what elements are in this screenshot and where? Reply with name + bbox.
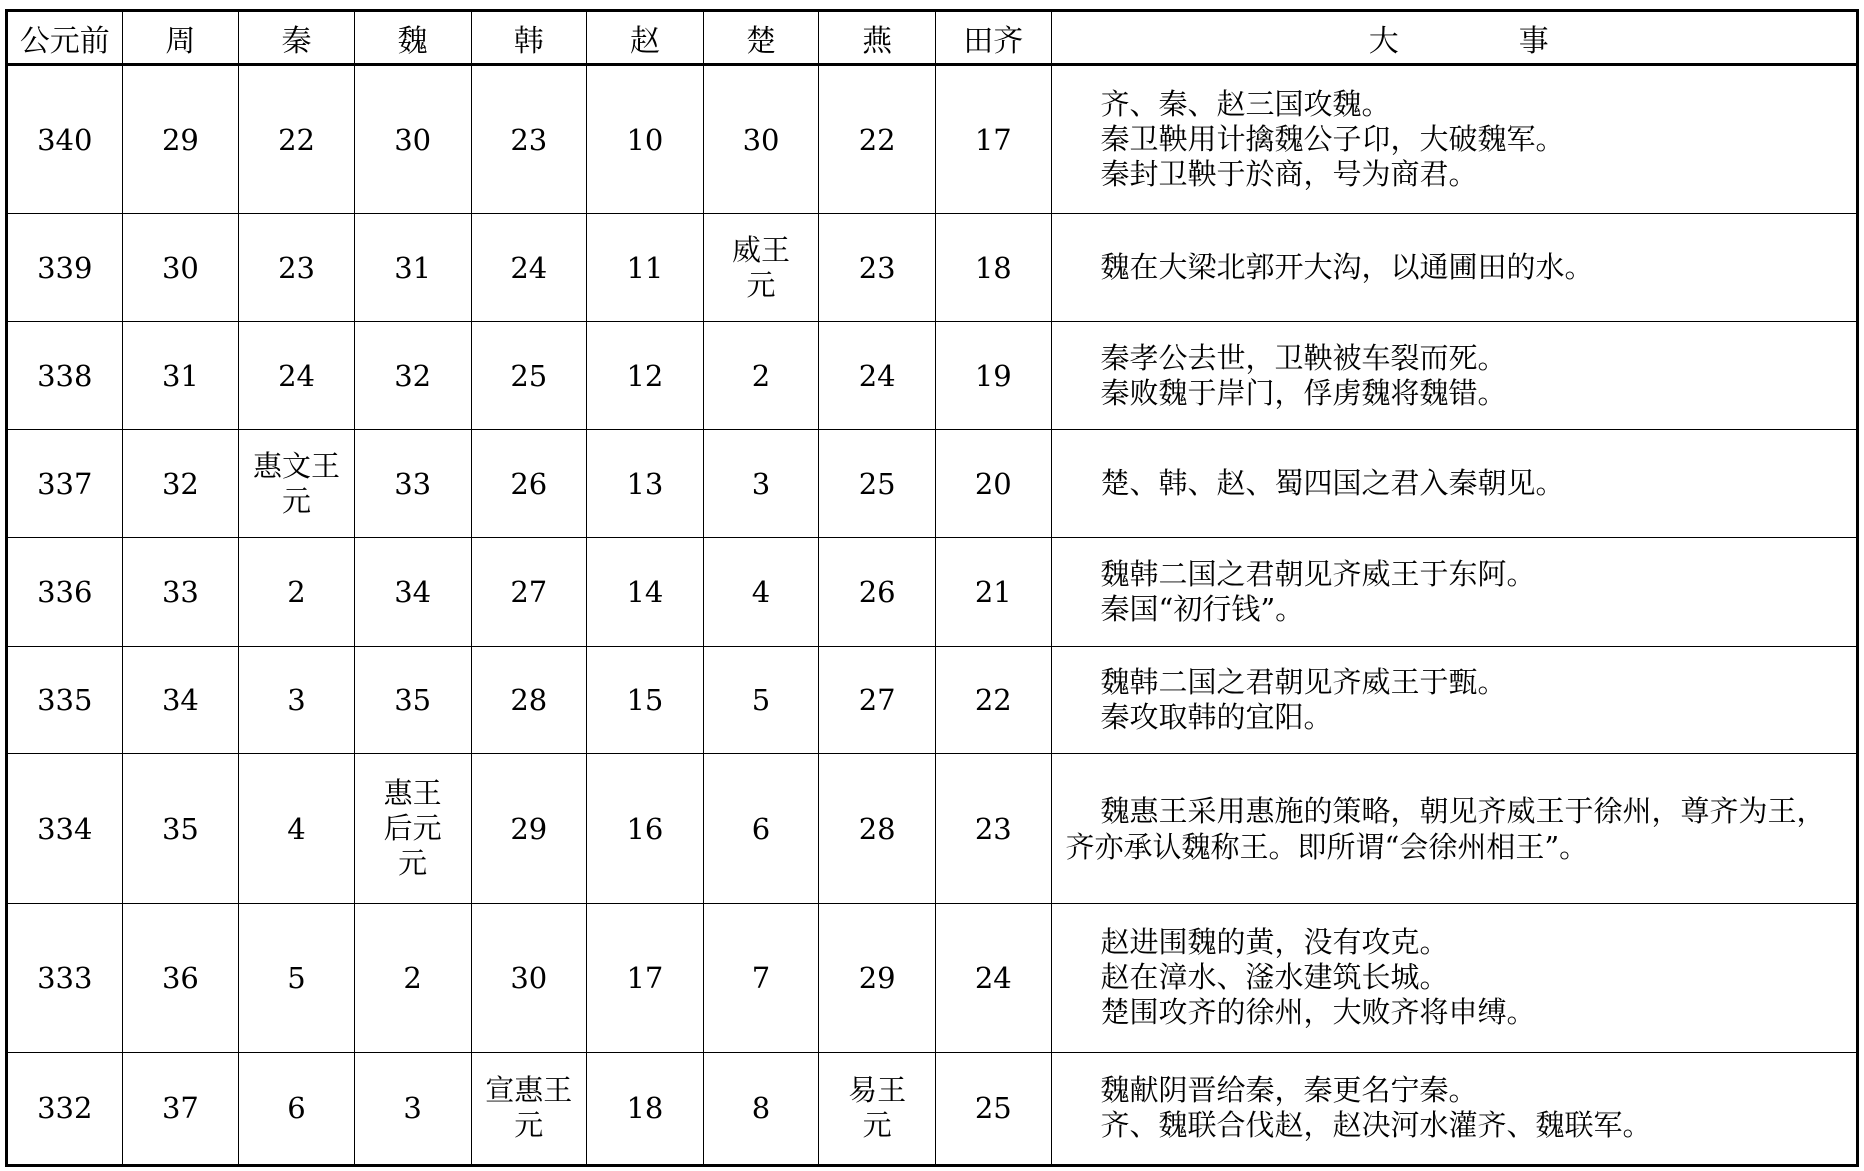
- cell-qin-value: 5: [287, 960, 306, 995]
- event-line: 齐、秦、赵三国攻魏。: [1100, 87, 1391, 122]
- cell-han: [471, 1052, 587, 1166]
- cell-tianqi: [936, 65, 1052, 214]
- header-yan: 燕: [819, 11, 936, 65]
- cell-year: [7, 904, 123, 1052]
- table-row: [7, 321, 1858, 430]
- cell-zhou-value: 34: [161, 682, 199, 717]
- table-row: [7, 753, 1858, 903]
- event-line: 秦封卫鞅于於商，号为商君。: [1100, 157, 1478, 192]
- cell-han: [471, 537, 587, 646]
- cell-zhao-value: 15: [626, 682, 664, 717]
- cell-chu: [703, 904, 819, 1052]
- event-line: 楚、韩、赵、蜀四国之君入秦朝见。: [1100, 466, 1565, 501]
- cell-events: [1051, 430, 1857, 537]
- cell-tianqi: [936, 214, 1052, 321]
- table-row: [7, 430, 1858, 537]
- cell-zhao-value: 14: [626, 574, 664, 609]
- cell-tianqi-value: 22: [974, 682, 1012, 717]
- cell-events: [1051, 904, 1857, 1052]
- cell-year-value: 336: [37, 574, 93, 609]
- event-line: 魏在大梁北郭开大沟，以通圃田的水。: [1100, 250, 1594, 284]
- cell-zhao: [587, 537, 704, 646]
- cell-yan: [819, 65, 936, 214]
- event-line: 赵在漳水、滏水建筑长城。: [1100, 960, 1449, 995]
- cell-wei: [354, 1052, 471, 1166]
- cell-han-value: 28: [510, 682, 548, 717]
- cell-zhao-value: 18: [626, 1091, 664, 1126]
- cell-wei-line: 元: [398, 846, 428, 881]
- table-row: [7, 537, 1858, 646]
- cell-tianqi: [936, 321, 1052, 430]
- cell-qin-value: 2: [287, 574, 306, 609]
- cell-year: [7, 537, 123, 646]
- cell-han-value: 24: [510, 250, 548, 285]
- cell-chu-value: 30: [742, 122, 780, 157]
- cell-han-line: 元: [514, 1108, 544, 1143]
- cell-tianqi: [936, 646, 1052, 753]
- cell-wei-value: 2: [403, 960, 422, 995]
- table-row: [7, 214, 1858, 321]
- cell-year-value: 333: [37, 960, 93, 995]
- cell-tianqi: [936, 537, 1052, 646]
- cell-zhao-value: 17: [626, 960, 664, 995]
- event-line: 秦败魏于岸门，俘虏魏将魏错。: [1100, 375, 1507, 410]
- cell-wei: [354, 65, 471, 214]
- cell-wei: [354, 646, 471, 753]
- header-zhao: 赵: [587, 11, 704, 65]
- cell-chu: [703, 65, 819, 214]
- cell-zhou: [122, 537, 239, 646]
- cell-year: [7, 321, 123, 430]
- cell-wei-line: 后元: [383, 811, 442, 846]
- cell-chu: [703, 430, 819, 537]
- cell-zhou-value: 33: [161, 574, 199, 609]
- cell-qin: [239, 430, 355, 537]
- cell-qin: [239, 214, 355, 321]
- event-line: 秦攻取韩的宜阳。: [1100, 699, 1333, 734]
- cell-han: [471, 904, 587, 1052]
- cell-wei: [354, 214, 471, 321]
- cell-yan-value: 24: [858, 358, 896, 393]
- cell-zhou: [122, 753, 239, 903]
- cell-yan-value: 22: [858, 122, 896, 157]
- cell-chu: [703, 646, 819, 753]
- cell-zhao: [587, 321, 704, 430]
- header-tianqi: 田齐: [936, 11, 1052, 65]
- cell-zhou: [122, 1052, 239, 1166]
- cell-zhou-value: 31: [161, 358, 199, 393]
- cell-wei-line: 惠王: [383, 776, 442, 811]
- cell-zhou: [122, 646, 239, 753]
- cell-yan-value: 28: [858, 811, 896, 846]
- cell-chu-value: 8: [751, 1091, 771, 1126]
- cell-year-value: 338: [37, 358, 93, 393]
- cell-year: [7, 1052, 123, 1166]
- cell-zhao: [587, 904, 704, 1052]
- cell-tianqi-value: 21: [974, 574, 1012, 609]
- cell-zhao-value: 13: [626, 466, 664, 501]
- cell-year: [7, 65, 123, 214]
- cell-wei-value: 35: [394, 682, 432, 717]
- cell-wei-value: 3: [403, 1091, 422, 1126]
- cell-tianqi-value: 18: [974, 250, 1012, 285]
- cell-han-value: 25: [510, 358, 548, 393]
- cell-wei-value: 30: [394, 122, 432, 157]
- cell-chu: [703, 1052, 819, 1166]
- cell-tianqi-value: 19: [974, 358, 1012, 393]
- cell-han: [471, 646, 587, 753]
- cell-chu: [703, 321, 819, 430]
- cell-tianqi-value: 23: [974, 811, 1012, 846]
- cell-yan-value: 29: [858, 960, 896, 995]
- cell-zhou: [122, 214, 239, 321]
- cell-events: [1051, 646, 1857, 753]
- cell-chu-line: 元: [746, 267, 776, 302]
- cell-qin-value: 23: [278, 250, 315, 285]
- cell-zhou-value: 37: [161, 1091, 199, 1126]
- header-han: 韩: [471, 11, 587, 65]
- event-line: 魏韩二国之君朝见齐威王于甄。: [1100, 664, 1507, 699]
- cell-yan: [819, 537, 936, 646]
- cell-han: [471, 321, 587, 430]
- cell-zhou: [122, 904, 239, 1052]
- cell-year: [7, 646, 123, 753]
- cell-qin: [239, 65, 355, 214]
- table-row: [7, 1052, 1858, 1166]
- event-line: 赵进围魏的黄，没有攻克。: [1100, 925, 1449, 960]
- cell-chu-value: 4: [751, 574, 771, 609]
- cell-chu-value: 5: [751, 682, 771, 717]
- cell-qin: [239, 646, 355, 753]
- cell-han: [471, 214, 587, 321]
- cell-zhao-value: 16: [626, 811, 664, 846]
- cell-zhou: [122, 65, 239, 214]
- cell-zhao-value: 12: [626, 358, 664, 393]
- cell-tianqi-value: 24: [974, 960, 1012, 995]
- table-header: [7, 11, 1858, 65]
- cell-chu-line: 威王: [732, 232, 791, 267]
- cell-yan: [819, 904, 936, 1052]
- cell-qin-value: 24: [278, 358, 315, 393]
- table-row: [7, 646, 1858, 753]
- cell-han-value: 26: [510, 466, 548, 501]
- cell-year-value: 335: [37, 682, 93, 717]
- event-line: 楚围攻齐的徐州，大败齐将申缚。: [1100, 995, 1536, 1030]
- cell-tianqi-value: 20: [974, 466, 1012, 501]
- cell-han-value: 29: [510, 811, 548, 846]
- cell-tianqi-value: 17: [974, 122, 1012, 157]
- cell-events: [1051, 537, 1857, 646]
- cell-zhao: [587, 1052, 704, 1166]
- table-body: [7, 65, 1858, 1166]
- cell-tianqi: [936, 430, 1052, 537]
- cell-yan-line: 易王: [848, 1073, 907, 1108]
- cell-chu: [703, 537, 819, 646]
- cell-events: [1051, 753, 1857, 903]
- cell-qin: [239, 537, 355, 646]
- header-wei: 魏: [354, 11, 471, 65]
- cell-wei-value: 33: [394, 466, 432, 501]
- cell-tianqi: [936, 753, 1052, 903]
- header-row: [7, 11, 1858, 65]
- cell-yan: [819, 321, 936, 430]
- cell-qin-value: 3: [287, 682, 306, 717]
- cell-yan: [819, 753, 936, 903]
- cell-yan-value: 23: [858, 250, 896, 285]
- cell-han-value: 30: [510, 960, 548, 995]
- cell-qin-value: 6: [287, 1091, 306, 1126]
- cell-qin: [239, 1052, 355, 1166]
- header-zhou: 周: [122, 11, 239, 65]
- cell-yan-line: 元: [862, 1108, 892, 1143]
- header-qin: 秦: [239, 11, 355, 65]
- cell-wei: [354, 537, 471, 646]
- cell-zhao: [587, 753, 704, 903]
- cell-zhou-value: 36: [161, 960, 199, 995]
- cell-chu: [703, 214, 819, 321]
- event-line: 秦卫鞅用计擒魏公子卬，大破魏军。: [1100, 122, 1565, 157]
- cell-events: [1051, 65, 1857, 214]
- cell-zhao-value: 10: [626, 122, 664, 157]
- event-line: 魏献阴晋给秦，秦更名宁秦。: [1100, 1073, 1478, 1108]
- cell-han: [471, 65, 587, 214]
- cell-yan: [819, 214, 936, 321]
- cell-zhou-value: 29: [161, 122, 199, 157]
- cell-events: [1051, 214, 1857, 321]
- event-line: 魏韩二国之君朝见齐威王于东阿。: [1100, 556, 1536, 591]
- cell-han-value: 23: [510, 122, 548, 157]
- cell-zhao: [587, 646, 704, 753]
- cell-yan: [819, 646, 936, 753]
- table-row: [7, 65, 1858, 214]
- cell-han: [471, 753, 587, 903]
- chronology-table: [5, 9, 1859, 1167]
- header-events: 大 事: [1051, 11, 1857, 65]
- event-line: 齐、魏联合伐赵，赵决河水灌齐、魏联军。: [1100, 1108, 1652, 1143]
- cell-zhao: [587, 65, 704, 214]
- cell-yan-value: 26: [858, 574, 896, 609]
- cell-qin-line: 元: [282, 483, 312, 518]
- cell-han: [471, 430, 587, 537]
- cell-wei: [354, 430, 471, 537]
- event-line: 秦孝公去世，卫鞅被车裂而死。: [1100, 340, 1507, 375]
- cell-zhou-value: 35: [161, 811, 199, 846]
- cell-zhou-value: 32: [161, 466, 199, 501]
- cell-qin: [239, 753, 355, 903]
- cell-wei: [354, 321, 471, 430]
- cell-tianqi-value: 25: [974, 1091, 1012, 1126]
- cell-zhao-value: 11: [626, 250, 664, 285]
- event-line: 秦国“初行钱”。: [1100, 591, 1305, 626]
- cell-zhao: [587, 214, 704, 321]
- cell-tianqi: [936, 1052, 1052, 1166]
- cell-chu-value: 2: [751, 358, 771, 393]
- cell-wei-value: 34: [394, 574, 432, 609]
- event-paragraph: 魏惠王采用惠施的策略，朝见齐威王于徐州，尊齐为王，齐亦承认魏称王。即所谓“会徐州相王”。: [1065, 793, 1826, 864]
- header-year: 公元前: [7, 11, 123, 65]
- cell-zhou: [122, 430, 239, 537]
- cell-year: [7, 753, 123, 903]
- cell-year-value: 332: [37, 1091, 93, 1126]
- cell-wei-value: 32: [394, 358, 432, 393]
- cell-zhou: [122, 321, 239, 430]
- cell-events: [1051, 321, 1857, 430]
- cell-qin-value: 4: [287, 811, 306, 846]
- cell-qin: [239, 321, 355, 430]
- cell-chu-value: 7: [751, 960, 771, 995]
- cell-chu-value: 6: [751, 811, 771, 846]
- cell-year: [7, 214, 123, 321]
- cell-wei: [354, 904, 471, 1052]
- cell-yan-value: 27: [858, 682, 896, 717]
- cell-wei: [354, 753, 471, 903]
- cell-qin: [239, 904, 355, 1052]
- cell-year-value: 339: [37, 250, 93, 285]
- header-chu: 楚: [703, 11, 819, 65]
- cell-year: [7, 430, 123, 537]
- cell-han-line: 宣惠王: [485, 1073, 573, 1108]
- cell-zhou-value: 30: [161, 250, 199, 285]
- cell-year-value: 337: [37, 466, 93, 501]
- cell-yan-value: 25: [858, 466, 896, 501]
- cell-year-value: 340: [37, 122, 93, 157]
- table-row: [7, 904, 1858, 1052]
- cell-events: [1051, 1052, 1857, 1166]
- cell-zhao: [587, 430, 704, 537]
- cell-chu: [703, 753, 819, 903]
- cell-qin-line: 惠文王: [253, 448, 341, 483]
- cell-yan: [819, 430, 936, 537]
- cell-qin-value: 22: [278, 122, 315, 157]
- cell-han-value: 27: [510, 574, 548, 609]
- cell-chu-value: 3: [751, 466, 771, 501]
- cell-tianqi: [936, 904, 1052, 1052]
- cell-yan: [819, 1052, 936, 1166]
- cell-year-value: 334: [37, 811, 93, 846]
- cell-wei-value: 31: [394, 250, 432, 285]
